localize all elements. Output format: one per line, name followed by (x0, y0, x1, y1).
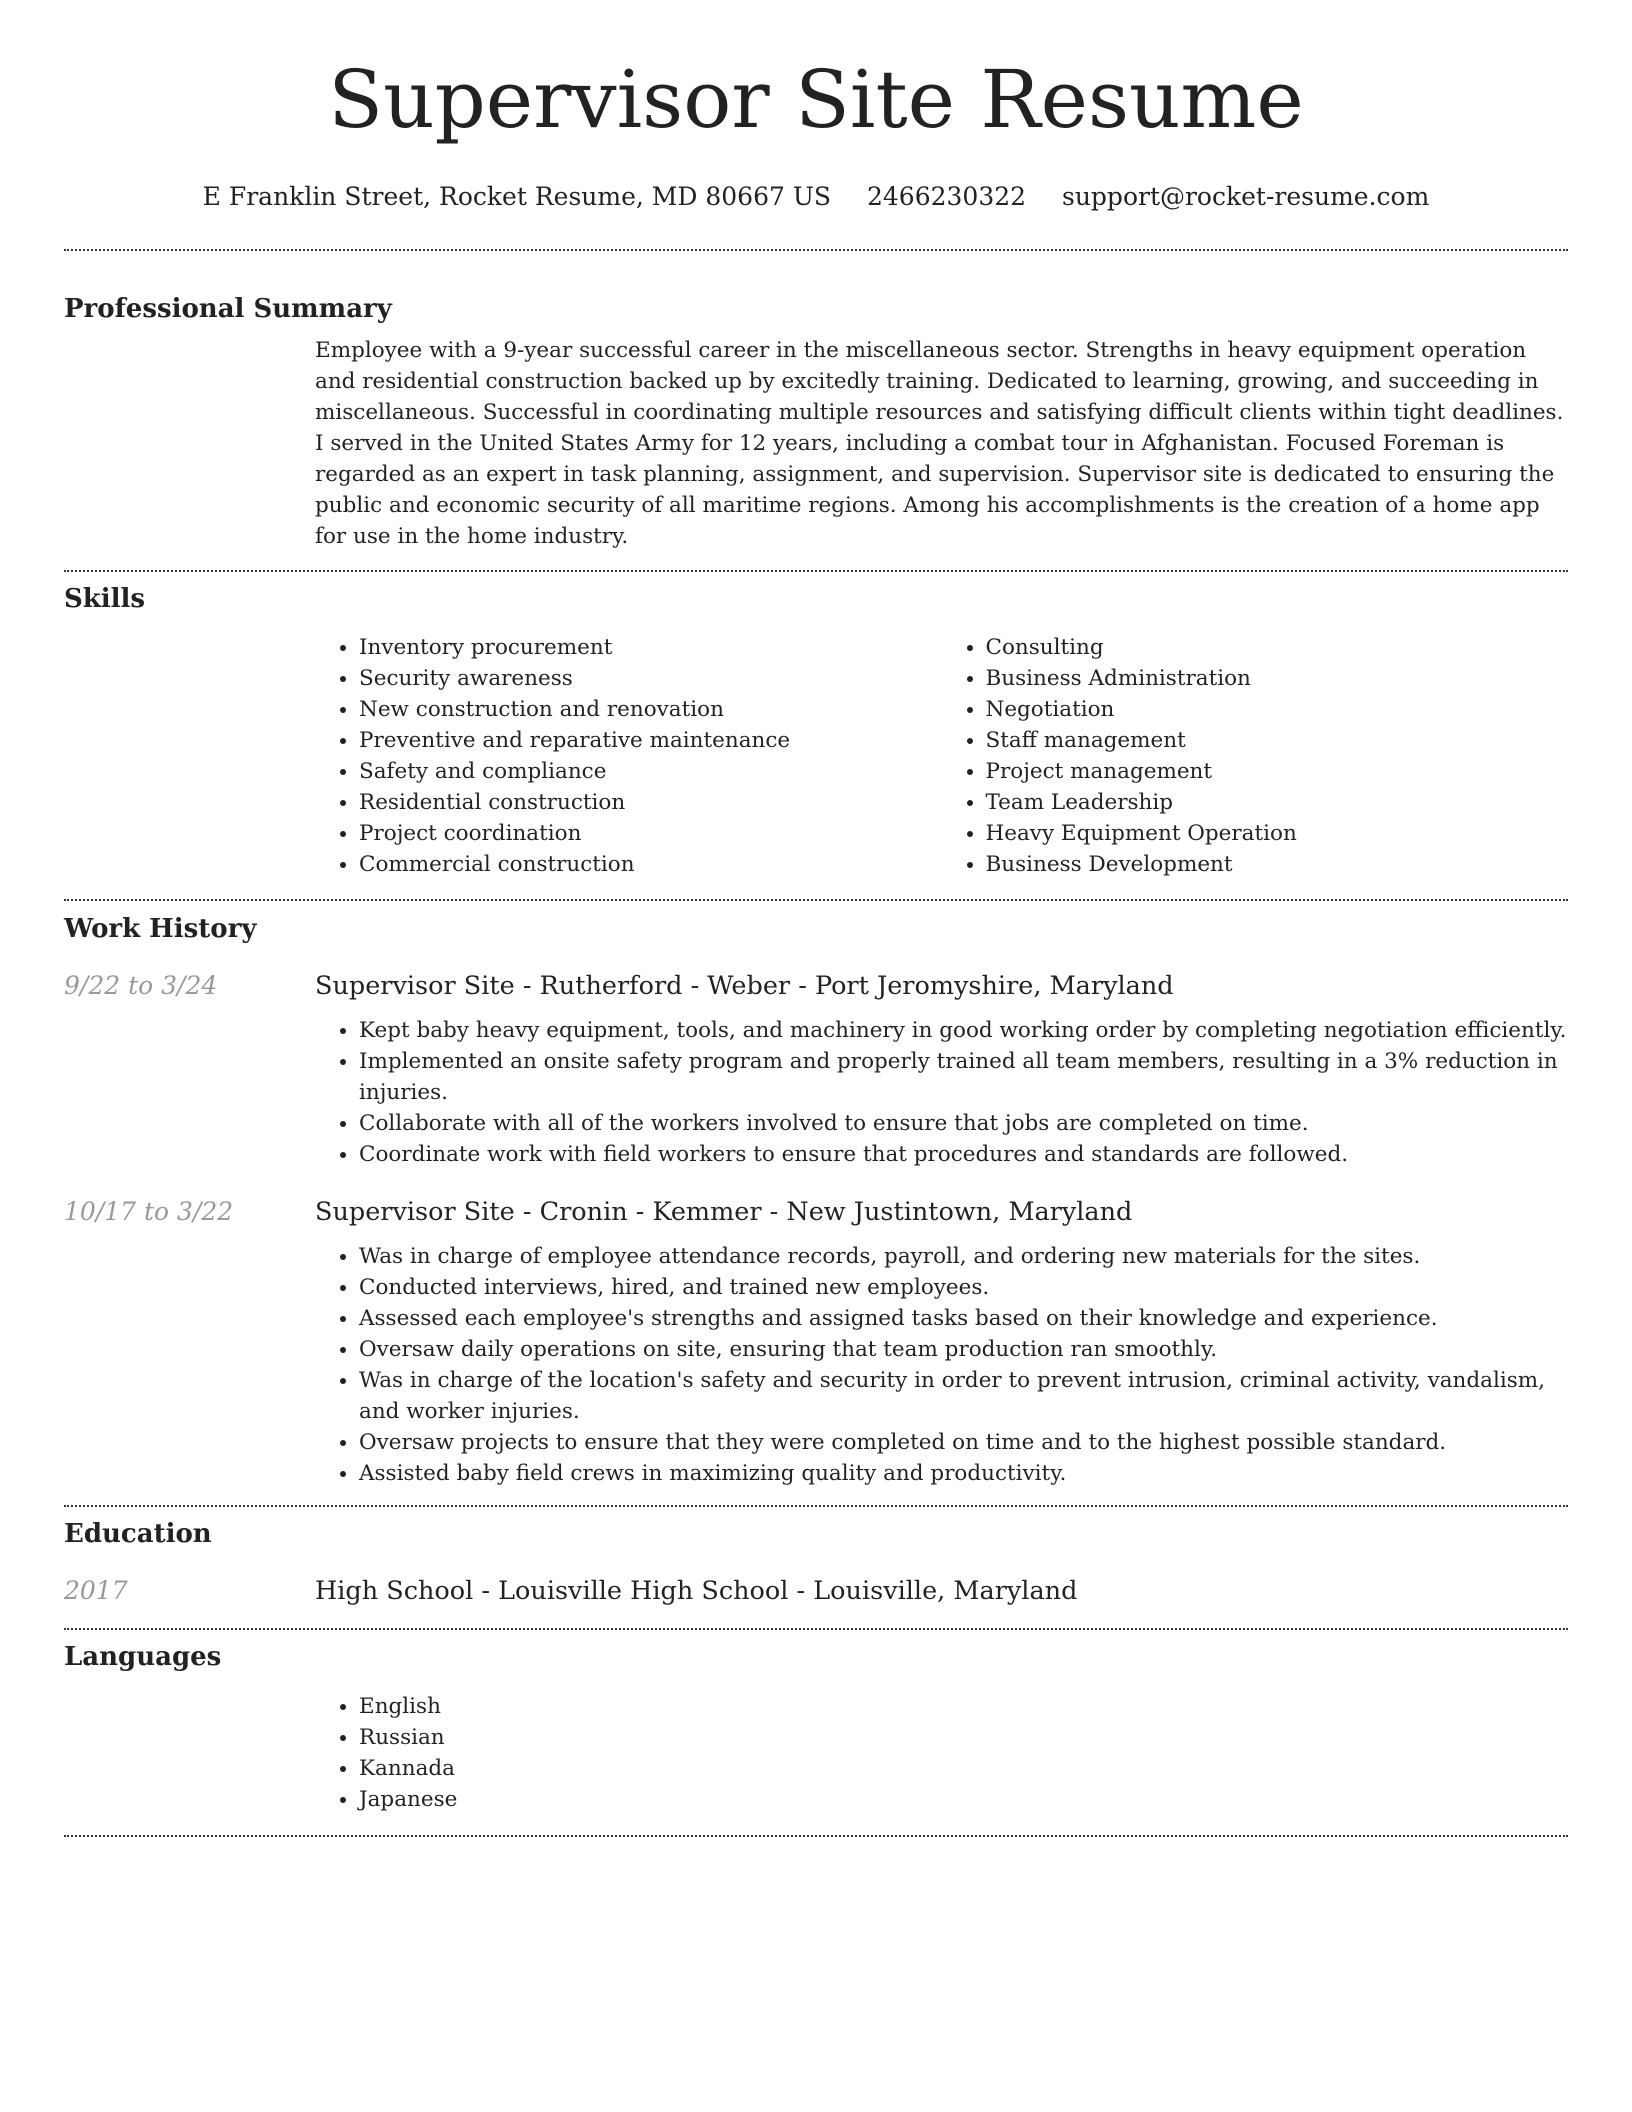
section-title-summary: Professional Summary (64, 294, 392, 324)
job-bullet: • Collaborate with all of the workers involved to ensure that jobs are completed on time. (359, 1108, 1568, 1139)
job-bullet: • Assessed each employee's strengths and assigned tasks based on their knowledge and experience. (359, 1303, 1568, 1334)
section-title-languages: Languages (64, 1642, 222, 1672)
job-bullets (315, 1015, 1568, 1170)
work-section (64, 911, 1568, 1489)
contact-line (64, 180, 1568, 214)
separator: - (790, 971, 815, 1001)
skill-item: • Consulting (986, 632, 1569, 663)
job-bullet: • Implemented an onsite safety program and properly trained all team members, resulting in a 3% reduction in injuries. (359, 1046, 1568, 1108)
languages-section (64, 1639, 1568, 1815)
job-position: Supervisor Site (315, 971, 515, 1001)
resume-title: Supervisor Site Resume (328, 53, 1304, 146)
education-school: Louisville High School (498, 1576, 789, 1606)
education-date: 2017 (64, 1576, 128, 1605)
job-bullet: • Conducted interviews, hired, and trained new employees. (359, 1272, 1568, 1303)
job-entry-header (64, 968, 1568, 1004)
skill-item: • Heavy Equipment Operation (986, 818, 1569, 849)
skill-item: • Project coordination (359, 818, 942, 849)
language-item: • Kannada (359, 1753, 1568, 1784)
job-heading (315, 968, 1174, 1004)
job-bullet: • Coordinate work with field workers to ensure that procedures and standards are followed. (359, 1139, 1568, 1170)
skill-item: • Team Leadership (986, 787, 1569, 818)
job-bullet-list (315, 1241, 1568, 1489)
divider (64, 1835, 1568, 1837)
contact-email: support@rocket-resume.com (1062, 182, 1430, 211)
summary-content (315, 335, 1568, 552)
job-bullet-list (315, 1015, 1568, 1170)
divider (64, 570, 1568, 572)
languages-list (315, 1691, 1568, 1815)
education-heading (315, 1573, 1077, 1609)
education-degree: High School (315, 1576, 474, 1606)
skills-list-right (942, 632, 1569, 880)
skill-item: • Inventory procurement (359, 632, 942, 663)
skills-list-left (315, 632, 942, 880)
skill-item: • Staff management (986, 725, 1569, 756)
section-title-work: Work History (64, 914, 257, 944)
contact-address: E Franklin Street, Rocket Resume, MD 80667 US (202, 182, 832, 211)
separator: - (514, 1197, 540, 1227)
job-entry-header (64, 1194, 1568, 1230)
language-item: • English (359, 1691, 1568, 1722)
job-bullet: • Oversaw projects to ensure that they were completed on time and to the highest possible standard. (359, 1427, 1568, 1458)
skill-item: • Preventive and reparative maintenance (359, 725, 942, 756)
skill-item: • Safety and compliance (359, 756, 942, 787)
skills-section (64, 581, 1568, 880)
skill-item: • New construction and renovation (359, 694, 942, 725)
job-bullet: • Oversaw daily operations on site, ensuring that team production ran smoothly. (359, 1334, 1568, 1365)
job-date: 9/22 to 3/24 (64, 971, 218, 1000)
language-item: • Japanese (359, 1784, 1568, 1815)
job-heading (315, 1194, 1132, 1230)
skills-columns (315, 632, 1568, 880)
job-location: Port Jeromyshire, Maryland (814, 971, 1174, 1001)
separator: - (788, 1576, 814, 1606)
separator: - (514, 971, 540, 1001)
job-date: 10/17 to 3/22 (64, 1197, 234, 1226)
summary-text: Employee with a 9-year successful career in the miscellaneous sector. Strengths in heavy equipment operation and residential construction backed up by excitedly training. Dedicated to learning, growing, and succeeding in miscellaneous. Successful in coordinating multiple resources and satisfying difficult clients within tight deadlines. I served in the United States Army for 12 years, including a combat tour in Afghanistan. Focused Foreman is regarded as an expert in task planning, assignment, and supervision. Supervisor site is dedicated to ensuring the public and economic security of all maritime regions. Among his accomplishments is the creation of a home app for use in the home industry. (315, 338, 1564, 549)
separator: - (473, 1576, 499, 1606)
resume-page (64, 0, 1568, 1837)
section-title-education: Education (64, 1519, 212, 1549)
skill-item: • Business Administration (986, 663, 1569, 694)
job-company: Cronin - Kemmer (539, 1197, 762, 1227)
skill-item: • Business Development (986, 849, 1569, 880)
skill-item: • Project management (986, 756, 1569, 787)
divider (64, 1628, 1568, 1630)
education-entry (64, 1573, 1568, 1609)
separator: - (761, 1197, 787, 1227)
divider (64, 899, 1568, 901)
divider (64, 1505, 1568, 1507)
languages-content (315, 1691, 1568, 1815)
skill-item: • Security awareness (359, 663, 942, 694)
skill-item: • Residential construction (359, 787, 942, 818)
job-bullet: • Assisted baby field crews in maximizing quality and productivity. (359, 1458, 1568, 1489)
skill-item: • Negotiation (986, 694, 1569, 725)
job-bullet: • Was in charge of the location's safety and security in order to prevent intrusion, criminal activity, vandalism, and worker injuries. (359, 1365, 1568, 1427)
job-position: Supervisor Site (315, 1197, 515, 1227)
contact-phone: 2466230322 (866, 182, 1027, 211)
skill-item: • Commercial construction (359, 849, 942, 880)
job-bullet: • Kept baby heavy equipment, tools, and machinery in good working order by completing negotiation efficiently. (359, 1015, 1568, 1046)
language-item: • Russian (359, 1722, 1568, 1753)
summary-section (64, 291, 1568, 552)
education-location: Louisville, Maryland (813, 1576, 1078, 1606)
section-title-skills: Skills (64, 584, 146, 614)
job-location: New Justintown, Maryland (786, 1197, 1133, 1227)
job-bullets (315, 1241, 1568, 1489)
education-section (64, 1516, 1568, 1609)
job-bullet: • Was in charge of employee attendance records, payroll, and ordering new materials for the sites. (359, 1241, 1568, 1272)
job-company: Rutherford - Weber (539, 971, 791, 1001)
divider (64, 249, 1568, 251)
